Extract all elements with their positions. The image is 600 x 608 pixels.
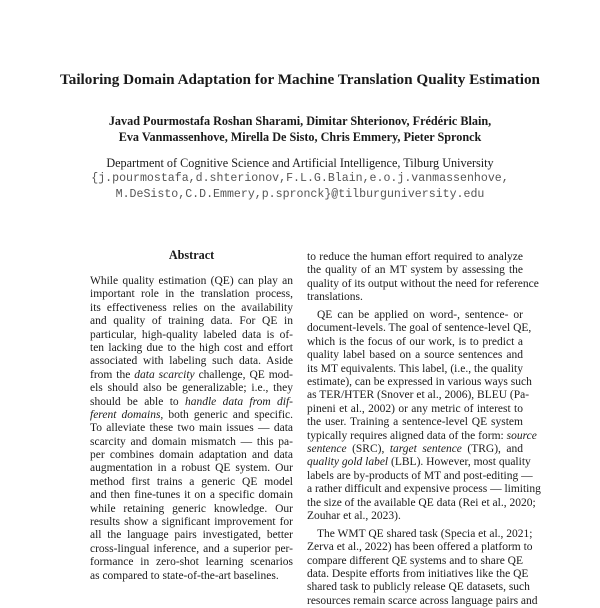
text-line (307, 581, 530, 594)
text-line (90, 570, 293, 583)
affiliation: Department of Cognitive Science and Artificial Intelligence, Tilburg University (106, 156, 494, 170)
text-segment: augmentation in a robust QE system. Our (90, 462, 293, 475)
text-line (307, 510, 523, 523)
text-segment: Zerva et al., 2022) has been offered a platform to (307, 541, 533, 554)
text-segment: and quality of training data. For QE in (90, 315, 293, 328)
authors-line-1: Javad Pourmostafa Roshan Sharami, Dimitar Shterionov, Frédéric Blain, (108, 114, 492, 128)
text-segment: formance in zero-shot learning scenarios (90, 556, 293, 569)
text-segment: as compared to state-of-the-art baselines. (90, 569, 279, 582)
text-segment: cross-lingual inference, and a superior per- (90, 542, 293, 555)
text-line (307, 567, 529, 581)
abstract-body (90, 275, 293, 583)
text-segment: quality of its output without the need for reference (307, 277, 539, 290)
text-segment: while retaining generic knowledge. Our (90, 502, 293, 515)
text-line (307, 483, 541, 496)
text-line (90, 462, 293, 475)
text-segment: compare different QE systems and to share QE (307, 554, 523, 567)
text-segment: its effectiveness relies on the availability (90, 301, 293, 314)
authors-line-2: Eva Vanmassenhove, Mirella De Sisto, Chris Emmery, Pieter Spronck (118, 130, 482, 144)
emails-line-2: M.DeSisto,C.D.Emmery,p.spronck}@tilburguniversity.edu (115, 188, 485, 201)
text-line (90, 396, 293, 409)
text-line (307, 291, 523, 304)
text-line (307, 443, 523, 456)
text-line (307, 416, 523, 429)
text-segment: estimate), can be expressed in various ways such (307, 376, 532, 389)
text-line (90, 449, 293, 462)
text-segment: document-levels. The goal of sentence-level QE, (307, 322, 532, 335)
text-line (307, 555, 523, 568)
text-segment: (SRC), (346, 442, 390, 455)
text-segment: data. Despite efforts from initiatives like the QE (307, 567, 529, 580)
text-line (90, 409, 293, 422)
text-line (90, 503, 293, 516)
text-segment: which is the focus of our work, is to predict a (307, 335, 523, 348)
text-line (307, 309, 523, 322)
text-line (307, 429, 537, 443)
paper-title: Tailoring Domain Adaptation for Machine Translation Quality Estimation (59, 71, 540, 88)
text-line (307, 376, 532, 389)
text-segment: els should also be generalizable; i.e., they (90, 382, 293, 395)
italic-text: sentence (307, 442, 347, 455)
text-line (307, 363, 523, 376)
text-line (90, 355, 293, 368)
text-segment: ten lacking due to the high cost and effort (90, 341, 293, 354)
text-segment: pineni et al., 2002) or any metric of interest to (307, 402, 523, 415)
italic-text: handle data from dif- (184, 395, 294, 408)
text-segment: The WMT QE shared task (Specia et al., 2021; (317, 527, 533, 540)
text-segment: its MT equivalents. This label, (i.e., the quality (307, 362, 523, 375)
text-line (90, 382, 293, 395)
text-line (307, 389, 530, 402)
text-line (90, 436, 293, 449)
text-line (90, 329, 293, 342)
text-line (90, 556, 293, 569)
text-line (90, 275, 293, 288)
text-line (90, 288, 293, 301)
text-line (307, 496, 536, 510)
text-segment: (TRG), and (461, 442, 523, 455)
text-line (90, 342, 293, 355)
text-line (90, 476, 293, 489)
introduction-body (307, 251, 541, 608)
text-segment: should be able to (90, 395, 185, 408)
text-segment: important role in the translation process, (90, 288, 293, 301)
text-line (307, 349, 523, 362)
text-segment: While quality estimation (QE) can play an (90, 275, 293, 287)
text-segment: the user. Training a sentence-level QE system (307, 416, 523, 429)
text-segment: resources remain scarce across language pairs and (307, 594, 538, 607)
text-segment: to reduce the human effort required to analyze (307, 251, 523, 263)
text-line (90, 422, 293, 435)
text-segment: as TER/HTER (Snover et al., 2006), BLEU (Pa- (307, 389, 530, 402)
text-segment: challenge, QE mod- (194, 368, 293, 381)
text-segment: the quality of an MT system by assessing the (307, 264, 523, 277)
text-segment: per combines domain adaptation and data (90, 449, 293, 462)
text-segment: typically requires aligned data of the form: (307, 429, 507, 442)
text-segment: translations. (307, 291, 363, 304)
italic-text: data scarcity (134, 368, 195, 381)
italic-text: source (506, 429, 537, 442)
text-segment: the size of the available QE data (Rei et al., 2020; (307, 496, 536, 509)
text-line (307, 594, 538, 608)
text-segment: and then fine-tunes it on a specific domain (90, 489, 293, 502)
text-segment: labels are by-products of MT and post-editing — (307, 469, 533, 482)
text-line (90, 369, 293, 382)
abstract-heading: Abstract (168, 248, 215, 262)
text-line (90, 315, 293, 328)
text-line (307, 541, 533, 554)
text-segment: a rather difficult and expensive process — limiting (307, 483, 541, 496)
text-segment: quality label based on a source sentences and (307, 349, 523, 362)
text-segment: (LBL). However, most quality (388, 456, 531, 469)
text-line (307, 403, 523, 416)
text-line (307, 456, 531, 469)
text-segment: Zouhar et al., 2023). (307, 509, 401, 522)
text-line (90, 302, 293, 315)
text-line (307, 527, 533, 541)
text-segment: method first trains a generic QE model (90, 475, 293, 488)
italic-text: target sentence (389, 442, 462, 455)
text-line (307, 277, 539, 291)
text-line (307, 264, 523, 277)
text-segment: all the language pairs investigated, better (90, 529, 293, 542)
text-segment: , both generic and specific. (160, 408, 293, 421)
text-segment: scarcity and domain mismatch — this pa- (90, 435, 293, 448)
text-segment: from the (90, 368, 135, 381)
text-line (90, 529, 293, 542)
text-segment: QE can be applied on word-, sentence- or (317, 309, 523, 322)
text-segment: results show a significant improvement for (90, 516, 293, 529)
text-line (307, 336, 523, 349)
text-segment: shared task to publicly release QE datasets, such (307, 581, 530, 594)
text-segment: particular, high-quality labeled data is of- (90, 328, 293, 341)
text-line (307, 322, 532, 335)
text-line (90, 543, 293, 556)
text-line (90, 516, 293, 529)
emails-line-1: {j.pourmostafa,d.shterionov,F.L.G.Blain,e.o.j.vanmassenhove, (91, 172, 509, 185)
text-line (307, 251, 523, 264)
text-segment: To alleviate these two main issues — data (90, 422, 293, 435)
text-segment: associated with labeling such data. Aside (90, 355, 293, 368)
italic-text: ferent domains (90, 408, 161, 421)
italic-text: quality gold label (307, 456, 389, 469)
text-line (90, 489, 293, 502)
text-line (307, 469, 533, 483)
